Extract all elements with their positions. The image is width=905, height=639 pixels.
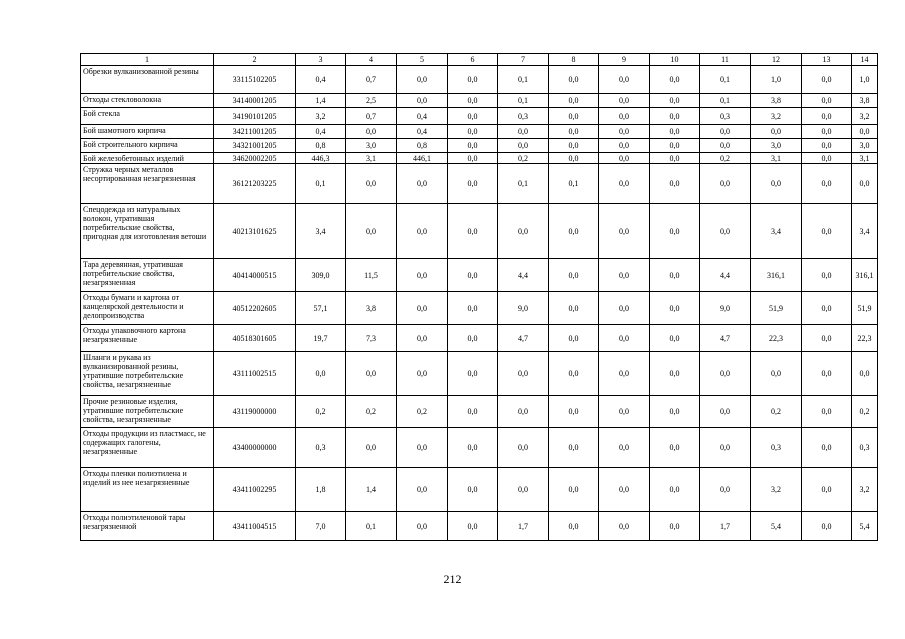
value-cell: 0,0 — [448, 352, 498, 396]
waste-name-cell: Обрезки вулканизованной резины — [81, 66, 214, 94]
value-cell: 0,0 — [448, 94, 498, 108]
value-cell: 0,0 — [650, 125, 700, 139]
waste-code-cell: 43411002295 — [214, 468, 296, 512]
value-cell: 0,0 — [448, 428, 498, 468]
waste-code-cell: 36121203225 — [214, 164, 296, 204]
waste-code-cell: 40213101625 — [214, 204, 296, 259]
value-cell: 0,2 — [852, 396, 878, 428]
value-cell: 0,0 — [448, 325, 498, 352]
value-cell: 0,0 — [700, 164, 751, 204]
value-cell: 0,0 — [448, 512, 498, 541]
value-cell: 11,5 — [346, 259, 397, 292]
value-cell: 0,4 — [296, 125, 346, 139]
waste-name-cell: Бой железобетонных изделий — [81, 153, 214, 164]
value-cell: 1,4 — [296, 94, 346, 108]
value-cell: 0,3 — [498, 108, 549, 125]
value-cell: 0,2 — [296, 396, 346, 428]
value-cell: 0,1 — [549, 164, 599, 204]
value-cell: 0,0 — [346, 164, 397, 204]
value-cell: 316,1 — [852, 259, 878, 292]
table-row — [81, 468, 878, 512]
value-cell: 0,0 — [751, 125, 802, 139]
value-cell: 0,0 — [498, 139, 549, 153]
value-cell: 4,7 — [498, 325, 549, 352]
value-cell: 0,0 — [802, 352, 852, 396]
header-cell: 14 — [852, 54, 878, 66]
value-cell: 3,2 — [751, 108, 802, 125]
value-cell: 0,0 — [650, 66, 700, 94]
table-row — [81, 396, 878, 428]
value-cell: 0,0 — [802, 204, 852, 259]
value-cell: 0,0 — [802, 325, 852, 352]
value-cell: 0,0 — [549, 259, 599, 292]
value-cell: 0,0 — [498, 204, 549, 259]
table-row — [81, 259, 878, 292]
waste-code-cell: 40518301605 — [214, 325, 296, 352]
waste-code-cell: 34620002205 — [214, 153, 296, 164]
value-cell: 0,0 — [650, 352, 700, 396]
waste-code-cell: 43119000000 — [214, 396, 296, 428]
value-cell: 3,0 — [346, 139, 397, 153]
value-cell: 0,0 — [498, 125, 549, 139]
value-cell: 0,3 — [852, 428, 878, 468]
waste-code-cell: 43111002515 — [214, 352, 296, 396]
table-row — [81, 139, 878, 153]
value-cell: 0,0 — [650, 204, 700, 259]
waste-name-cell: Бой строительного кирпича — [81, 139, 214, 153]
value-cell: 309,0 — [296, 259, 346, 292]
value-cell: 2,5 — [346, 94, 397, 108]
value-cell: 0,0 — [346, 204, 397, 259]
value-cell: 7,3 — [346, 325, 397, 352]
value-cell: 0,0 — [397, 428, 448, 468]
value-cell: 0,0 — [802, 512, 852, 541]
value-cell: 0,0 — [549, 139, 599, 153]
waste-code-cell: 34321001205 — [214, 139, 296, 153]
value-cell: 0,0 — [498, 428, 549, 468]
value-cell: 0,2 — [700, 153, 751, 164]
value-cell: 3,2 — [852, 108, 878, 125]
value-cell: 0,2 — [346, 396, 397, 428]
value-cell: 0,0 — [802, 292, 852, 325]
value-cell: 0,0 — [599, 125, 650, 139]
waste-table — [80, 53, 878, 541]
value-cell: 0,0 — [448, 292, 498, 325]
value-cell: 0,0 — [397, 259, 448, 292]
value-cell: 0,8 — [296, 139, 346, 153]
value-cell: 0,0 — [751, 352, 802, 396]
value-cell: 0,0 — [802, 396, 852, 428]
value-cell: 3,8 — [751, 94, 802, 108]
value-cell: 0,0 — [599, 153, 650, 164]
value-cell: 446,3 — [296, 153, 346, 164]
value-cell: 0,0 — [700, 352, 751, 396]
header-cell: 2 — [214, 54, 296, 66]
value-cell: 0,0 — [852, 164, 878, 204]
value-cell: 3,1 — [852, 153, 878, 164]
value-cell: 1,0 — [751, 66, 802, 94]
value-cell: 0,8 — [397, 139, 448, 153]
value-cell: 0,0 — [802, 259, 852, 292]
value-cell: 0,0 — [549, 428, 599, 468]
value-cell: 0,0 — [751, 164, 802, 204]
value-cell: 0,0 — [296, 352, 346, 396]
table-row — [81, 153, 878, 164]
value-cell: 0,0 — [397, 164, 448, 204]
value-cell: 0,0 — [700, 468, 751, 512]
value-cell: 3,1 — [346, 153, 397, 164]
table-row — [81, 512, 878, 541]
value-cell: 0,0 — [498, 352, 549, 396]
waste-name-cell: Бой шамотного кирпича — [81, 125, 214, 139]
value-cell: 3,1 — [751, 153, 802, 164]
value-cell: 1,7 — [498, 512, 549, 541]
value-cell: 0,1 — [498, 94, 549, 108]
waste-name-cell: Отходы пленки полиэтилена и изделий из нее незагрязненные — [81, 468, 214, 512]
waste-code-cell: 43411004515 — [214, 512, 296, 541]
table-row — [81, 325, 878, 352]
value-cell: 0,0 — [700, 204, 751, 259]
table-row — [81, 164, 878, 204]
value-cell: 0,4 — [397, 125, 448, 139]
value-cell: 0,0 — [650, 325, 700, 352]
table-row — [81, 125, 878, 139]
value-cell: 7,0 — [296, 512, 346, 541]
waste-name-cell: Отходы полиэтиленовой тары незагрязненной — [81, 512, 214, 541]
value-cell: 0,0 — [346, 352, 397, 396]
value-cell: 0,0 — [397, 204, 448, 259]
value-cell: 9,0 — [700, 292, 751, 325]
table-row — [81, 352, 878, 396]
value-cell: 0,0 — [549, 108, 599, 125]
value-cell: 0,0 — [650, 94, 700, 108]
value-cell: 0,0 — [498, 396, 549, 428]
value-cell: 0,0 — [599, 139, 650, 153]
value-cell: 3,2 — [296, 108, 346, 125]
value-cell: 19,7 — [296, 325, 346, 352]
waste-name-cell: Бой стекла — [81, 108, 214, 125]
value-cell: 0,0 — [650, 139, 700, 153]
value-cell: 0,0 — [599, 292, 650, 325]
value-cell: 0,0 — [498, 468, 549, 512]
value-cell: 0,0 — [599, 468, 650, 512]
value-cell: 0,0 — [448, 108, 498, 125]
value-cell: 1,8 — [296, 468, 346, 512]
table-row — [81, 204, 878, 259]
value-cell: 0,0 — [599, 259, 650, 292]
value-cell: 0,7 — [346, 66, 397, 94]
value-cell: 51,9 — [751, 292, 802, 325]
value-cell: 0,0 — [802, 164, 852, 204]
value-cell: 0,0 — [599, 66, 650, 94]
value-cell: 0,4 — [397, 108, 448, 125]
value-cell: 0,0 — [650, 428, 700, 468]
value-cell: 0,1 — [346, 512, 397, 541]
value-cell: 0,0 — [700, 139, 751, 153]
value-cell: 0,0 — [700, 428, 751, 468]
value-cell: 0,0 — [802, 468, 852, 512]
value-cell: 0,0 — [549, 94, 599, 108]
value-cell: 0,0 — [549, 468, 599, 512]
value-cell: 0,0 — [448, 125, 498, 139]
waste-name-cell: Прочие резиновые изделия, утратившие потребительские свойства, незагрязненные — [81, 396, 214, 428]
waste-name-cell: Отходы стекловолокна — [81, 94, 214, 108]
waste-code-cell: 33115102205 — [214, 66, 296, 94]
value-cell: 0,7 — [346, 108, 397, 125]
header-cell: 7 — [498, 54, 549, 66]
table-row — [81, 108, 878, 125]
value-cell: 0,0 — [852, 125, 878, 139]
value-cell: 4,7 — [700, 325, 751, 352]
value-cell: 3,2 — [751, 468, 802, 512]
value-cell: 0,0 — [448, 66, 498, 94]
header-cell: 8 — [549, 54, 599, 66]
waste-code-cell: 40414000515 — [214, 259, 296, 292]
table-row — [81, 428, 878, 468]
value-cell: 3,0 — [852, 139, 878, 153]
value-cell: 446,1 — [397, 153, 448, 164]
value-cell: 51,9 — [852, 292, 878, 325]
value-cell: 0,1 — [296, 164, 346, 204]
value-cell: 0,0 — [650, 468, 700, 512]
value-cell: 0,0 — [802, 153, 852, 164]
value-cell: 22,3 — [751, 325, 802, 352]
value-cell: 0,0 — [397, 512, 448, 541]
value-cell: 0,0 — [599, 352, 650, 396]
value-cell: 0,0 — [448, 153, 498, 164]
value-cell: 0,0 — [599, 428, 650, 468]
header-cell: 1 — [81, 54, 214, 66]
waste-name-cell: Отходы бумаги и картона от канцелярской деятельности и делопроизводства — [81, 292, 214, 325]
value-cell: 0,0 — [549, 125, 599, 139]
value-cell: 0,0 — [448, 139, 498, 153]
value-cell: 0,0 — [448, 468, 498, 512]
table-row — [81, 292, 878, 325]
value-cell: 22,3 — [852, 325, 878, 352]
table-row — [81, 94, 878, 108]
header-cell: 4 — [346, 54, 397, 66]
value-cell: 0,0 — [802, 125, 852, 139]
value-cell: 3,4 — [296, 204, 346, 259]
value-cell: 0,0 — [650, 396, 700, 428]
header-cell: 12 — [751, 54, 802, 66]
value-cell: 0,0 — [852, 352, 878, 396]
value-cell: 3,0 — [751, 139, 802, 153]
header-cell: 6 — [448, 54, 498, 66]
value-cell: 0,3 — [296, 428, 346, 468]
value-cell: 0,0 — [650, 259, 700, 292]
waste-name-cell: Отходы упаковочного картона незагрязненные — [81, 325, 214, 352]
value-cell: 0,0 — [599, 164, 650, 204]
value-cell: 0,0 — [448, 259, 498, 292]
value-cell: 0,1 — [498, 66, 549, 94]
waste-name-cell: Спецодежда из натуральных волокон, утратившая потребительские свойства, пригодная для изготовления ветоши — [81, 204, 214, 259]
header-cell: 10 — [650, 54, 700, 66]
value-cell: 0,3 — [751, 428, 802, 468]
value-cell: 9,0 — [498, 292, 549, 325]
value-cell: 3,8 — [346, 292, 397, 325]
value-cell: 0,4 — [296, 66, 346, 94]
value-cell: 5,4 — [751, 512, 802, 541]
value-cell: 0,0 — [346, 428, 397, 468]
value-cell: 0,1 — [700, 94, 751, 108]
value-cell: 3,4 — [751, 204, 802, 259]
value-cell: 0,0 — [397, 66, 448, 94]
header-cell: 5 — [397, 54, 448, 66]
value-cell: 0,2 — [397, 396, 448, 428]
value-cell: 4,4 — [498, 259, 549, 292]
value-cell: 0,0 — [802, 108, 852, 125]
value-cell: 0,0 — [448, 164, 498, 204]
header-cell: 3 — [296, 54, 346, 66]
value-cell: 0,0 — [599, 108, 650, 125]
value-cell: 0,1 — [700, 66, 751, 94]
value-cell: 0,0 — [650, 108, 700, 125]
value-cell: 0,0 — [397, 292, 448, 325]
value-cell: 3,4 — [852, 204, 878, 259]
waste-name-cell: Стружка черных металлов несортированная незагрязненная — [81, 164, 214, 204]
value-cell: 0,3 — [700, 108, 751, 125]
value-cell: 0,0 — [802, 428, 852, 468]
value-cell: 0,0 — [397, 352, 448, 396]
value-cell: 0,0 — [549, 325, 599, 352]
value-cell: 316,1 — [751, 259, 802, 292]
value-cell: 3,8 — [852, 94, 878, 108]
value-cell: 0,0 — [397, 468, 448, 512]
value-cell: 0,0 — [448, 204, 498, 259]
page-number: 212 — [443, 572, 462, 586]
header-cell: 13 — [802, 54, 852, 66]
value-cell: 0,0 — [549, 512, 599, 541]
value-cell: 0,0 — [650, 512, 700, 541]
value-cell: 0,0 — [549, 204, 599, 259]
waste-name-cell: Тара деревянная, утратившая потребительские свойства, незагрязненная — [81, 259, 214, 292]
waste-code-cell: 43400000000 — [214, 428, 296, 468]
value-cell: 0,0 — [650, 292, 700, 325]
waste-code-cell: 34140001205 — [214, 94, 296, 108]
value-cell: 1,4 — [346, 468, 397, 512]
waste-name-cell: Отходы продукции из пластмасс, не содержащих галогены, незагрязненные — [81, 428, 214, 468]
table-row — [81, 66, 878, 94]
value-cell: 0,1 — [498, 164, 549, 204]
value-cell: 0,0 — [802, 66, 852, 94]
waste-name-cell: Шланги и рукава из вулканизированной резины, утратившие потребительские свойства, незагрязненные — [81, 352, 214, 396]
value-cell: 0,0 — [599, 396, 650, 428]
header-cell: 11 — [700, 54, 751, 66]
value-cell: 0,0 — [599, 94, 650, 108]
waste-code-cell: 34211001205 — [214, 125, 296, 139]
header-row — [81, 54, 878, 66]
value-cell: 1,0 — [852, 66, 878, 94]
value-cell: 57,1 — [296, 292, 346, 325]
value-cell: 0,0 — [549, 153, 599, 164]
value-cell: 4,4 — [700, 259, 751, 292]
value-cell: 0,0 — [802, 94, 852, 108]
waste-code-cell: 34190101205 — [214, 108, 296, 125]
value-cell: 0,0 — [549, 292, 599, 325]
value-cell: 0,0 — [448, 396, 498, 428]
value-cell: 1,7 — [700, 512, 751, 541]
value-cell: 0,0 — [549, 396, 599, 428]
value-cell: 0,0 — [397, 325, 448, 352]
value-cell: 0,0 — [549, 352, 599, 396]
value-cell: 0,0 — [700, 125, 751, 139]
value-cell: 5,4 — [852, 512, 878, 541]
value-cell: 0,0 — [802, 139, 852, 153]
value-cell: 0,0 — [397, 94, 448, 108]
header-cell: 9 — [599, 54, 650, 66]
value-cell: 0,0 — [599, 512, 650, 541]
value-cell: 0,0 — [599, 325, 650, 352]
value-cell: 0,0 — [599, 204, 650, 259]
value-cell: 0,2 — [751, 396, 802, 428]
waste-code-cell: 40512202605 — [214, 292, 296, 325]
value-cell: 0,0 — [549, 66, 599, 94]
value-cell: 0,0 — [650, 164, 700, 204]
value-cell: 0,0 — [700, 396, 751, 428]
value-cell: 0,0 — [650, 153, 700, 164]
value-cell: 0,0 — [346, 125, 397, 139]
value-cell: 3,2 — [852, 468, 878, 512]
value-cell: 0,2 — [498, 153, 549, 164]
